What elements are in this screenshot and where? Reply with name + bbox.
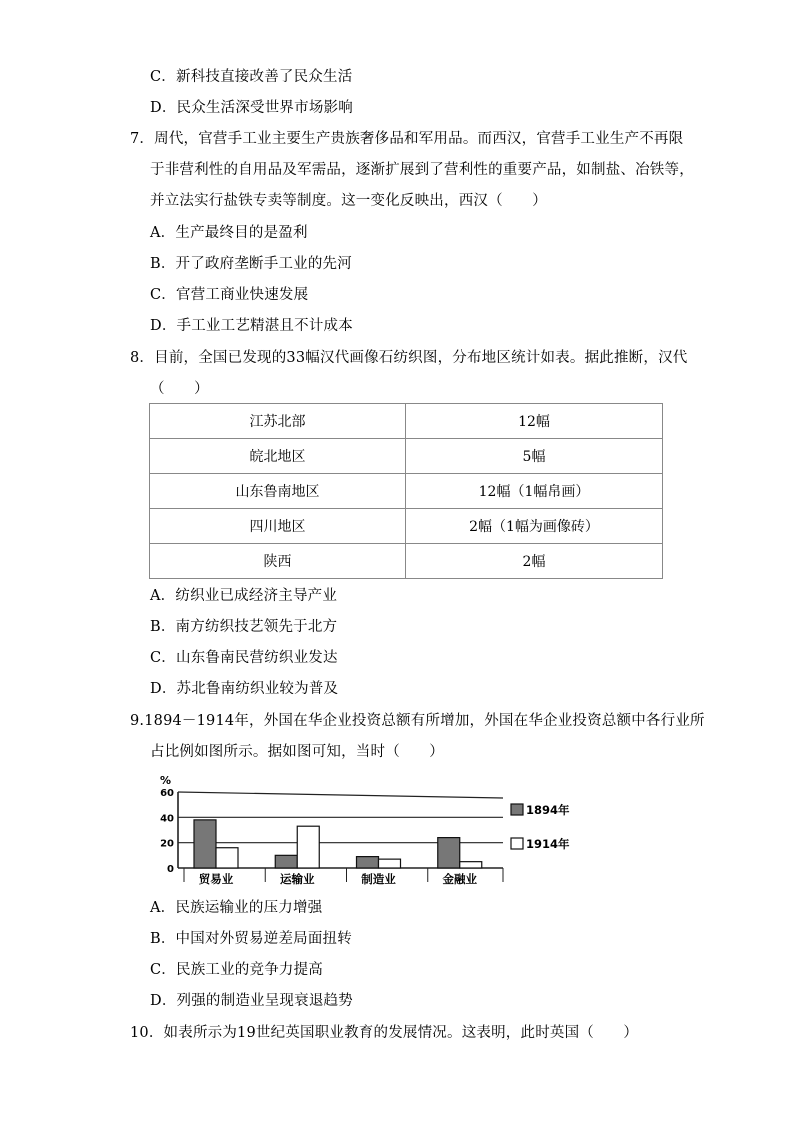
q9-option-a: A．民族运输业的压力增强 — [150, 900, 323, 916]
bar-制造业-1894年 — [357, 857, 379, 868]
table-cell-count: 12幅 — [406, 404, 663, 439]
q7-option-c: C．官营工商业快速发展 — [150, 287, 309, 303]
bar-运输业-1914年 — [297, 826, 319, 868]
bar-制造业-1914年 — [379, 859, 401, 868]
table-row — [150, 544, 663, 579]
y-tick-label: 40 — [160, 813, 174, 825]
y-tick-label: 60 — [160, 788, 174, 799]
table-cell-region: 四川地区 — [150, 509, 406, 544]
x-category-label: 金融业 — [442, 872, 477, 886]
q8-option-a: A．纺织业已成经济主导产业 — [150, 588, 338, 604]
bar-贸易业-1914年 — [216, 848, 238, 868]
table-cell-region: 山东鲁南地区 — [150, 474, 406, 509]
table-cell-count: 12幅（1幅帛画） — [406, 474, 663, 509]
bar-运输业-1894年 — [275, 855, 297, 868]
q9-option-c: C．民族工业的竞争力提高 — [150, 962, 323, 978]
q9-option-d: D．列强的制造业呈现衰退趋势 — [150, 993, 353, 1009]
q7-option-a: A．生产最终目的是盈利 — [150, 225, 308, 241]
q7-stem-line1: 7．周代，官营手工业主要生产贵族奢侈品和军用品。而西汉，官营手工业生产不再限 — [130, 131, 684, 147]
table-cell-count: 2幅 — [406, 544, 663, 579]
x-category-label: 贸易业 — [198, 872, 234, 886]
legend-label: 1894年 — [526, 803, 570, 817]
legend-swatch-1894年 — [511, 804, 523, 815]
table-cell-region: 皖北地区 — [150, 439, 406, 474]
table-cell-region: 陕西 — [150, 544, 406, 579]
grid-line — [178, 792, 503, 798]
table-row — [150, 404, 663, 439]
bar-金融业-1914年 — [460, 862, 482, 868]
q10-stem-line1: 10．如表所示为19世纪英国职业教育的发展情况。这表明，此时英国（ ） — [130, 1025, 639, 1041]
bar-贸易业-1894年 — [194, 820, 216, 868]
q8-option-c: C．山东鲁南民营纺织业发达 — [150, 650, 338, 666]
table-cell-count: 5幅 — [406, 439, 663, 474]
q7-option-d: D．手工业工艺精湛且不计成本 — [150, 318, 353, 334]
q8-stem-line2: （ ） — [150, 381, 209, 397]
q9-option-b: B．中国对外贸易逆差局面扭转 — [150, 931, 352, 947]
table-cell-region: 江苏北部 — [150, 404, 406, 439]
legend-swatch-1914年 — [511, 838, 523, 849]
q7-stem-line2: 于非营利性的自用品及军需品，逐渐扩展到了营利性的重要产品，如制盐、冶铁等， — [150, 162, 694, 178]
q6-option-d: D．民众生活深受世界市场影响 — [150, 100, 353, 116]
q9-stem-line1: 9.1894－1914年，外国在华企业投资总额有所增加，外国在华企业投资总额中各行业所 — [130, 713, 705, 729]
q7-stem-line3: 并立法实行盐铁专卖等制度。这一变化反映出，西汉（ ） — [150, 193, 547, 209]
legend-label: 1914年 — [526, 837, 570, 851]
bar-金融业-1894年 — [438, 838, 460, 868]
x-category-label: 制造业 — [361, 872, 396, 886]
table-cell-count: 2幅（1幅为画像砖） — [406, 509, 663, 544]
q7-option-b: B．开了政府垄断手工业的先河 — [150, 256, 352, 272]
investment-bar-chart — [158, 770, 578, 890]
table-row — [150, 509, 663, 544]
y-axis-label: % — [160, 774, 172, 787]
table-row — [150, 474, 663, 509]
q9-stem-line2: 占比例如图所示。据如图可知，当时（ ） — [150, 744, 444, 760]
q8-distribution-table — [149, 403, 663, 579]
q6-option-c: C．新科技直接改善了民众生活 — [150, 69, 353, 85]
q8-option-d: D．苏北鲁南纺织业较为普及 — [150, 681, 339, 697]
q8-stem-line1: 8．目前，全国已发现的33幅汉代画像石纺织图，分布地区统计如表。据此推断，汉代 — [130, 350, 688, 366]
q8-option-b: B．南方纺织技艺领先于北方 — [150, 619, 338, 635]
y-tick-label: 0 — [167, 864, 174, 875]
table-row — [150, 439, 663, 474]
y-tick-label: 20 — [160, 838, 174, 850]
x-category-label: 运输业 — [280, 872, 315, 886]
